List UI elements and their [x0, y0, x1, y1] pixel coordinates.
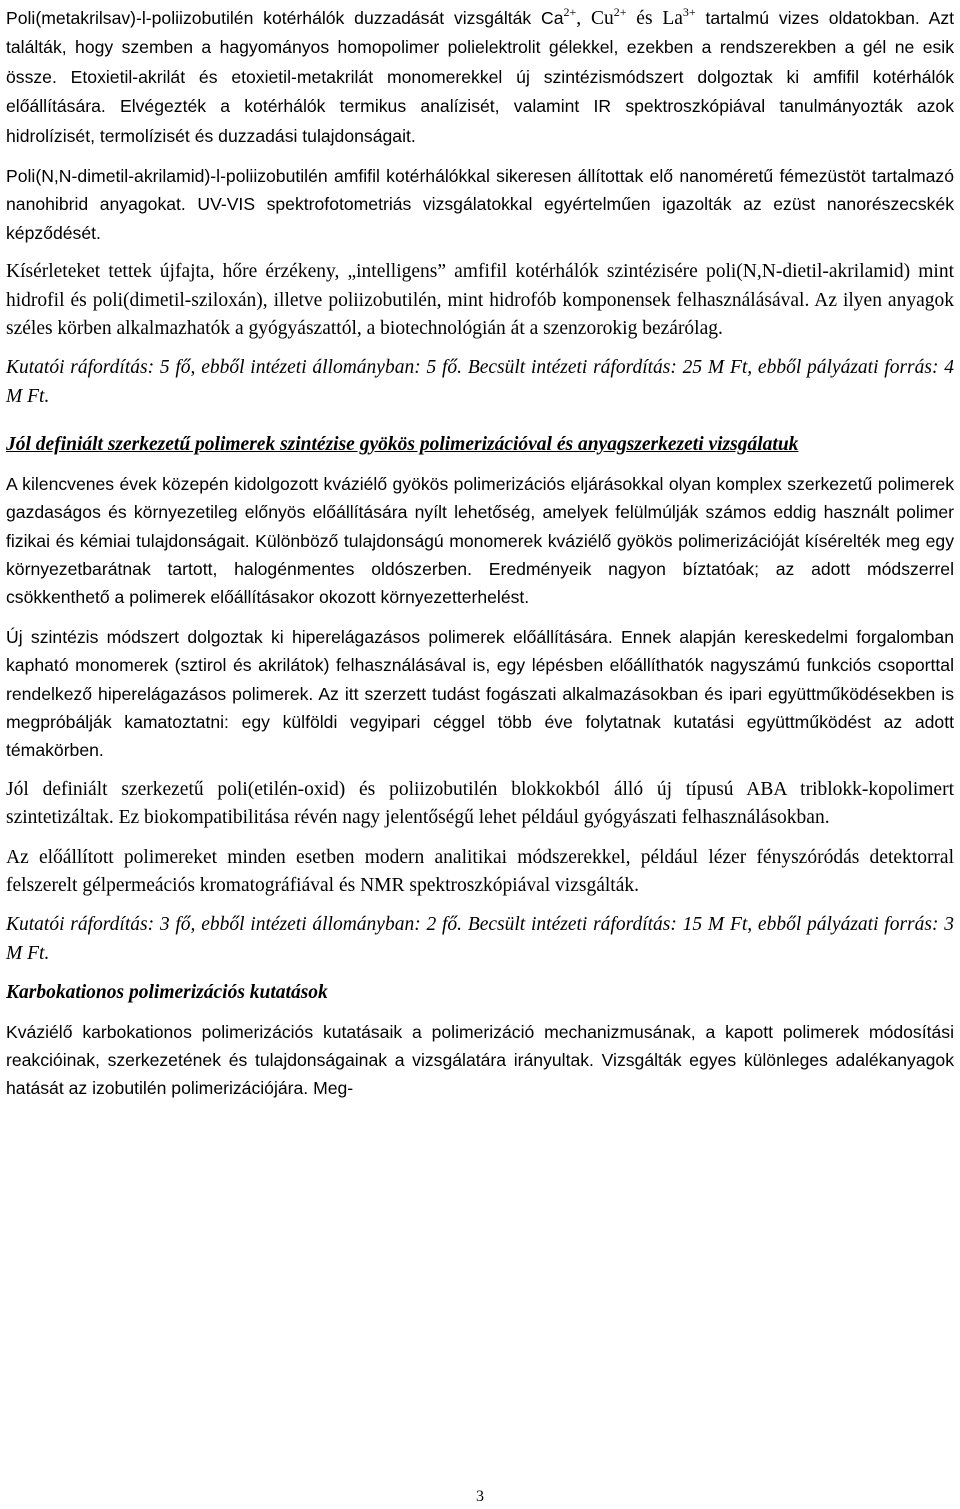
superscript-charge: 2+: [563, 5, 577, 19]
paragraph-nanohybrid: Poli(N,N-dimetil-akrilamid)-l-poliizobutilén amfifil kotérhálókkal sikeresen állítottak elő nanoméretű fémezüstöt tartalmazó nanohibrid anyagokat. UV-VIS spektrofotometriás vizsgálatokkal egyértelműen igazolták az ezüst nanorészecskék képződését.: [6, 166, 954, 243]
paragraph-quasi-living-radical: A kilencvenes évek közepén kidolgozott kváziélő gyökös polimerizációs eljárásokkal olyan komplex szerkezetű polimerek gazdaságos és környezetileg előnyös előállítására nyílt lehetőség, amelyek felülmúlják számos eddig használt polimer fizikai és kémiai tulajdonságait. Különböző tulajdonságú monomerek kváziélő gyökös polimerizációját kísérelték meg egy környezetbarátnak tartott, halogénmentes oldószerben. Eredményeik nagyon bíztatóak; az adott módszerrel csökkenthető a polimerek előállításakor okozott környezetterhelést.: [6, 473, 954, 608]
section-heading: Jól definiált szerkezetű polimerek szintézise gyökös polimerizációval és anyagszerkezeti vizsgálatuk: [6, 434, 799, 456]
research-effort-note: Kutatói ráfordítás: 5 fő, ebből intézeti állományban: 5 fő. Becsült intézeti ráfordítás: 25 M Ft, ebből pályázati forrás: 4 M Ft.: [6, 357, 954, 407]
paragraph-intelligent-conetworks: Kísérleteket tettek újfajta, hőre érzékeny, „intelligens” amfifil kotérhálók szintézisére poli(N,N-dietil-akrilamid) mint hidrofil és poli(dimetil-sziloxán), illetve poliizobutilén, mint hidrofób komponensek felhasználásával. Az ilyen anyagok széles körben alkalmazhatók a gyógyászattól, a biotechnológián át a szenzorokig bezárólag.: [6, 261, 954, 340]
paragraph-carbocationic: Kváziélő karbokationos polimerizációs kutatásaik a polimerizáció mechanizmusának, a kapott polimerek módosítási reakcióinak, szerkezetének és tulajdonságainak a vizsgálatára irányultak. Vizsgálták egyes különleges adalékanyagok hatását az izobutilén polimerizációjára. Meg-: [6, 1021, 954, 1099]
page-number: 3: [476, 1488, 484, 1505]
paragraph-aba-triblock: Jól definiált szerkezetű poli(etilén-oxid) és poliizobutilén blokkokból álló új típusú ABA triblokk-kopolimert szintetizáltak. Ez biokompatibilitása révén nagy jelentőségű lehet például gyógyászati felhasználásokban.: [6, 778, 954, 829]
paragraph-analysis-methods: Az előállított polimereket minden esetben modern analitikai módszerekkel, például lézer fényszóródás detektorral felszerelt gélpermeációs kromatográfiával és NMR spektroszkópiával vizsgálták.: [6, 846, 954, 896]
section-heading: Karbokationos polimerizációs kutatások: [6, 982, 328, 1004]
paragraph-hyperbranched: Új szintézis módszert dolgoztak ki hiperelágazásos polimerek előállítására. Ennek alapján kereskedelmi forgalomban kapható monomerek (sztirol és akrilátok) felhasználásával is, egy lépésben előállíthatók nagyszámú funkciós csoporttal rendelkező hiperelágazásos polimerek. Az itt szerzett tudást fogászati alkalmazásokban és ipari együttműködésekben is megpróbálják kamatoztatni: egy külföldi vegyipari céggel több éve folytatnak kutatási együttműködést az adott témakörben.: [6, 626, 954, 761]
paragraph-text: , Cu: [576, 8, 614, 29]
superscript-charge: 2+: [613, 5, 627, 19]
research-effort-note: Kutatói ráfordítás: 3 fő, ebből intézeti állományban: 2 fő. Becsült intézeti ráfordítás: 15 M Ft, ebből pályázati forrás: 3 M Ft.: [6, 914, 954, 964]
paragraph-text: Poli(metakrilsav)-l-poliizobutilén kotérhálók duzzadását vizsgálták Ca: [6, 8, 564, 28]
paragraph-text: és La: [626, 8, 683, 29]
superscript-charge: 3+: [682, 5, 696, 19]
paragraph-text: tartalmú vizes oldatokban. Azt találták, hogy szemben a hagyományos homopolimer polielektrolit gélekkel, ezekben a rendszerekben a gél ne esik össze. Etoxietil-akrilát és etoxietil-metakrilát monomerekkel új szintézismódszert dolgoztak ki amfifil kotérhálók előállítására. Elvégezték a kotérhálók termikus analízisét, valamint IR spektroszkópiával tanulmányozták azok hidrolízisét, termolízisét és duzzadási tulajdonságait.: [6, 8, 954, 146]
paragraph-swelling-study: [6, 4, 954, 151]
document-page: [6, 4, 954, 1114]
